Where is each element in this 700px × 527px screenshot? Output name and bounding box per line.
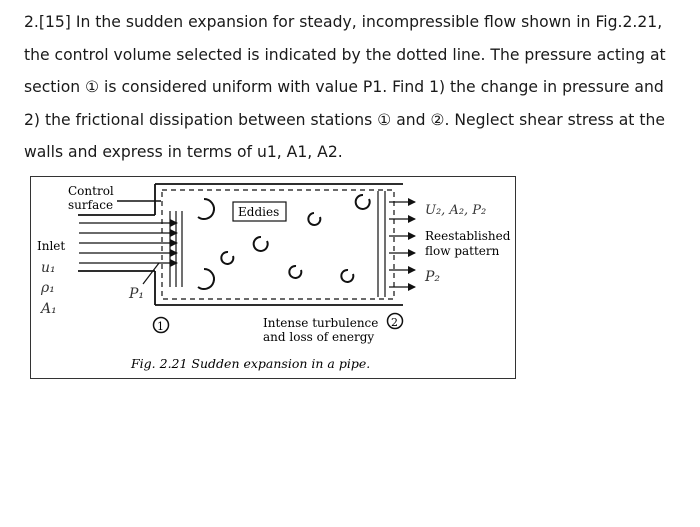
problem-line-3: section ① is considered uniform with value P1. Find 1) the change in pressure and bbox=[24, 78, 664, 96]
control-surface-label-1: Control bbox=[68, 184, 114, 198]
inlet-density: ρ₁ bbox=[41, 280, 55, 296]
reestablished-label-1: Reestablished bbox=[425, 229, 511, 243]
turbulence-label-2: and loss of energy bbox=[263, 330, 375, 344]
sudden-expansion-figure bbox=[30, 176, 516, 379]
inlet-label: Inlet bbox=[37, 239, 66, 253]
problem-line-4: 2) the frictional dissipation between stations ① and ②. Neglect shear stress at the bbox=[24, 110, 665, 129]
figure-caption: Fig. 2.21 Sudden expansion in a pipe. bbox=[131, 356, 371, 371]
station-1-number: 1 bbox=[157, 320, 164, 333]
reestablished-label-2: flow pattern bbox=[425, 244, 500, 258]
p2-label: P₂ bbox=[425, 269, 441, 285]
station-2-number: 2 bbox=[391, 316, 398, 329]
figure-diagram bbox=[31, 177, 515, 378]
station-2-pressure-arrows bbox=[378, 191, 385, 297]
problem-statement bbox=[24, 6, 684, 169]
p1-pointer bbox=[143, 263, 159, 284]
turbulence-label-1: Intense turbulence bbox=[263, 316, 379, 330]
outlet-values: U₂, A₂, P₂ bbox=[425, 203, 487, 218]
problem-line-2: the control volume selected is indicated by the dotted line. The pressure acting at bbox=[24, 45, 666, 64]
eddies-label: Eddies bbox=[238, 205, 280, 219]
outlet-flow-arrows bbox=[389, 202, 415, 287]
problem-line-1: 2.[15] In the sudden expansion for steady, incompressible flow shown in Fig.2.21, bbox=[24, 13, 663, 31]
p1-label: P₁ bbox=[129, 286, 145, 302]
control-surface-label-2: surface bbox=[68, 198, 114, 212]
inlet-area: A₁ bbox=[41, 301, 57, 317]
inlet-velocity: u₁ bbox=[41, 260, 56, 276]
problem-line-5: walls and express in terms of u1, A1, A2. bbox=[24, 143, 343, 161]
